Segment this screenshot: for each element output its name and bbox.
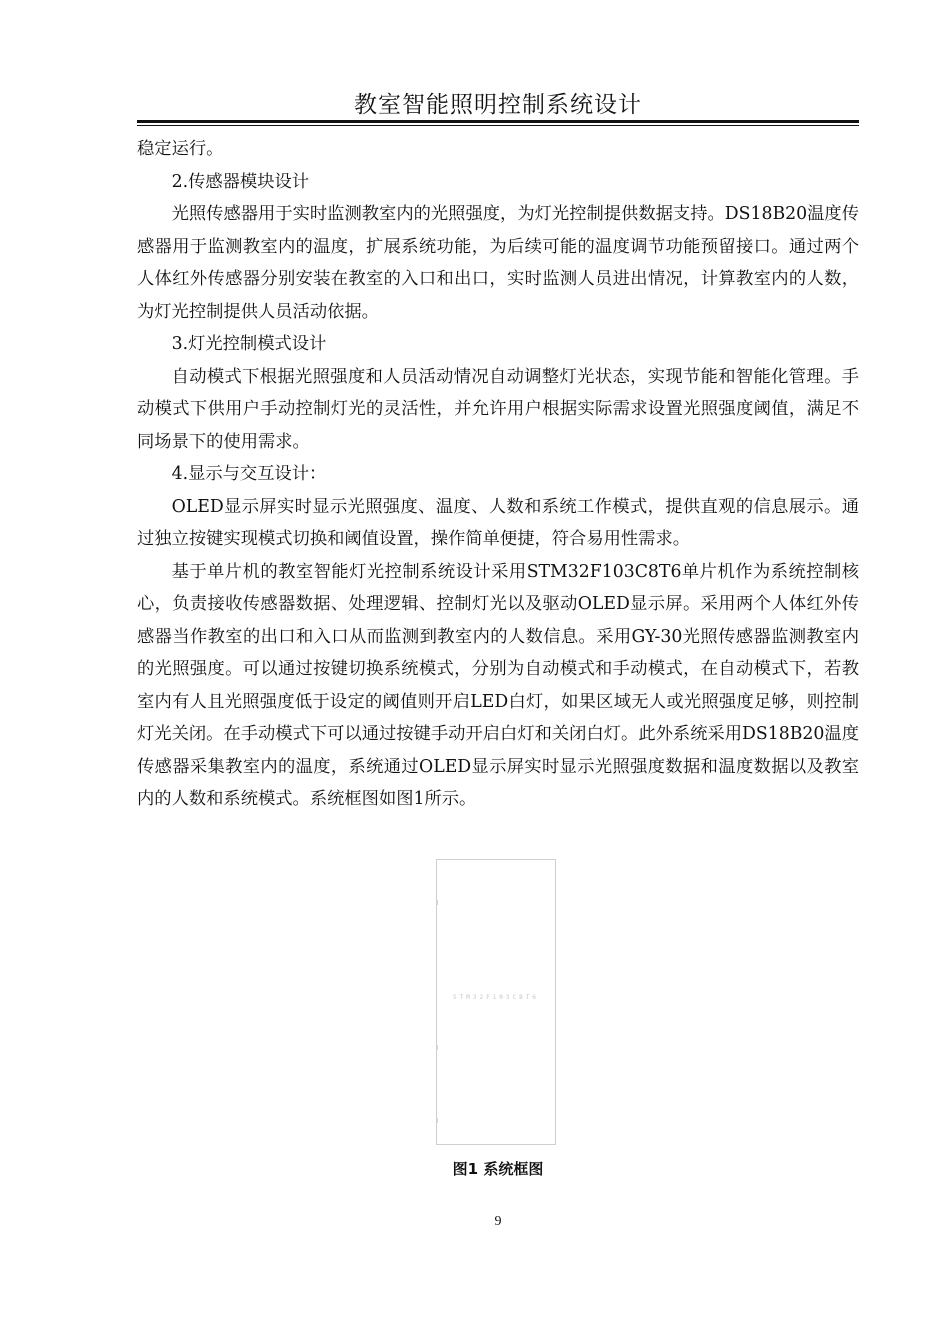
paragraph-display: OLED显示屏实时显示光照强度、温度、人数和系统工作模式，提供直观的信息展示。通过独立按键实现模式切换和阈值设置，操作简单便捷，符合易用性需求。 (137, 496, 859, 549)
figure-tick (437, 1045, 438, 1050)
body-text (137, 133, 859, 816)
paragraph-sensor: 光照传感器用于实时监测教室内的光照强度，为灯光控制提供数据支持。DS18B20温度传感器用于监测教室内的温度，扩展系统功能，为后续可能的温度调节功能预留接口。通过两个人体红外传感器分别安装在教室的入口和出口，实时监测人员进出情况，计算教室内的人数，为灯光控制提供人员活动依据。 (137, 204, 859, 322)
figure-mcu-label: STM32F103C8T6 (453, 994, 539, 1001)
system-block-diagram (436, 859, 556, 1145)
section-heading-sensor: 2.传感器模块设计 (171, 171, 310, 192)
figure-caption: 图1 系统框图 (452, 1160, 544, 1178)
section-heading-light-control: 3.灯光控制模式设计 (171, 334, 327, 354)
paragraph-system-overview: 基于单片机的教室智能灯光控制系统设计采用STM32F103C8T6单片机作为系统控制核心，负责接收传感器数据、处理逻辑、控制灯光以及驱动OLED显示屏。采用两个人体红外传感器当作教室的出口和入口从而监测到教室内的人数信息。采用GY-30光照传感器监测教室内的光照强度。可以通过按键切换系统模式，分别为自动模式和手动模式，在自动模式下，若教室内有人且光照强度低于设定的阈值则开启LED白灯，如果区域无人或光照强度足够，则控制灯光关闭。在手动模式下可以通过按键手动开启白灯和关闭白灯。此外系统采用DS18B20温度传感器采集教室内的温度，系统通过OLED显示屏实时显示光照强度数据和温度数据以及教室内的人数和系统模式。系统框图如图1所示。 (137, 561, 859, 809)
paragraph-continuation: 稳定运行。 (137, 139, 224, 159)
figure-tick (437, 1118, 438, 1123)
figure-tick (437, 900, 438, 905)
section-heading-display: 4.显示与交互设计： (171, 464, 327, 484)
paragraph-light-control: 自动模式下根据光照强度和人员活动情况自动调整灯光状态，实现节能和智能化管理。手动模式下供用户手动控制灯光的灵活性，并允许用户根据实际需求设置光照强度阈值，满足不同场景下的使用需求。 (137, 366, 859, 452)
header-rule-thick (137, 120, 859, 123)
header-rule-thin (137, 125, 859, 126)
page-header-title: 教室智能照明控制系统设计 (354, 92, 642, 118)
page-number: 9 (494, 1214, 502, 1229)
